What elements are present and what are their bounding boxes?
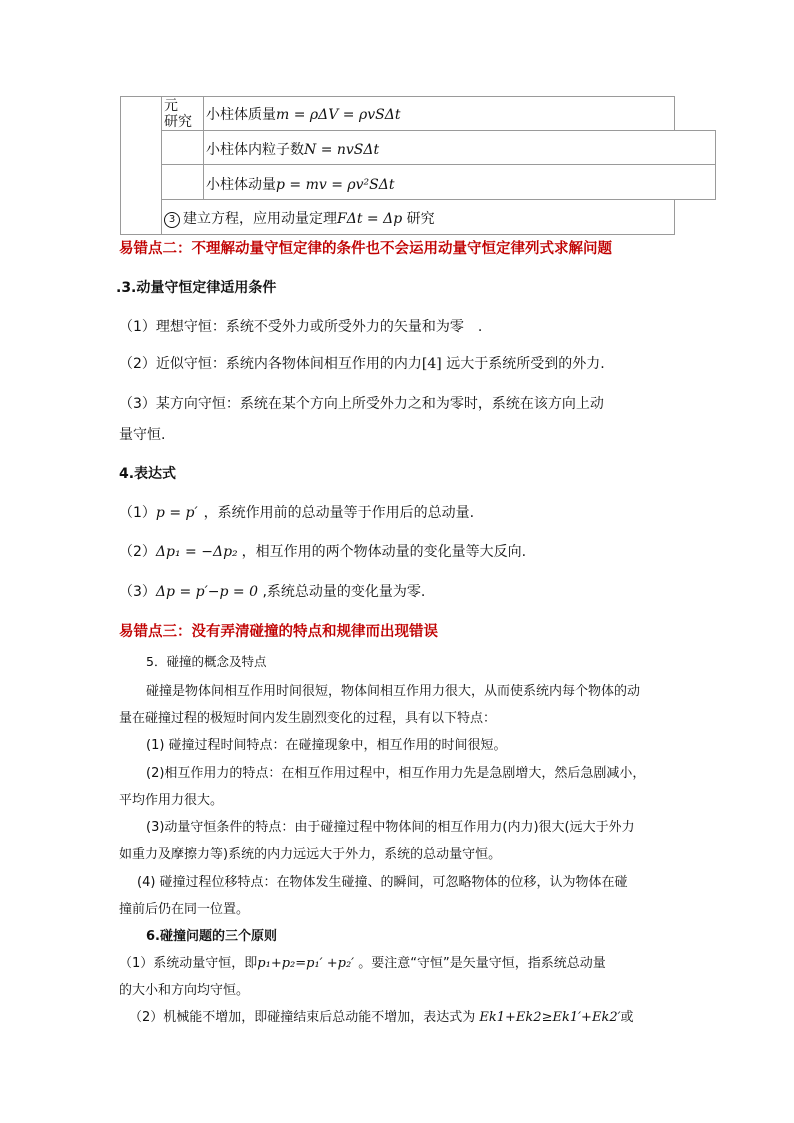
expression-1: [119, 502, 474, 522]
paragraph-cont: 量在碰撞过程的极短时间内发生剧烈变化的过程，具有以下特点：: [119, 711, 497, 726]
reference: [4]: [421, 356, 442, 372]
text: （2）近似守恒：系统内各物体间相互作用的内力: [119, 356, 422, 372]
feature-1: (1) 碰撞过程时间特点：在碰撞现象中，相互作用的时间很短。: [146, 738, 507, 753]
table-row-3: [206, 174, 395, 194]
text: 或: [620, 1010, 634, 1025]
table-border: [161, 164, 716, 165]
formula: p = mv = ρv²SΔt: [276, 177, 395, 193]
feature-2: (2)相互作用力的特点：在相互作用过程中，相互作用力先是急剧增大，然后急剧减小，: [146, 766, 646, 781]
table-border: [203, 96, 204, 199]
condition-1: （1）理想守恒：系统不受外力或所受外力的矢量和为零 .: [119, 319, 483, 335]
condition-3: （3）某方向守恒：系统在某个方向上所受外力之和为零时，系统在该方向上动: [119, 396, 604, 412]
expression-3: [119, 581, 425, 601]
text: （1）系统动量守恒，即: [119, 956, 258, 971]
section-heading: 易错点三：没有弄清碰撞的特点和规律而出现错误: [119, 624, 438, 640]
formula: m = ρΔV = ρvSΔt: [276, 107, 401, 123]
feature-4-cont: 撞前后仍在同一位置。: [119, 902, 250, 917]
formula: Δp₁ = −Δp₂: [155, 544, 238, 560]
text: （2）机械能不增加，即碰撞结束后总动能不增加，表达式为: [129, 1010, 480, 1025]
index: （1）: [119, 505, 156, 521]
paragraph: 碰撞是物体间相互作用时间很短，物体间相互作用力很大，从而使系统内每个物体的动: [146, 684, 641, 699]
table-border: [120, 234, 675, 235]
table-row-1: [206, 104, 400, 124]
feature-2-cont: 平均作用力很大。: [119, 793, 224, 808]
table-border: [120, 96, 675, 97]
row-label: 小柱体动量: [206, 177, 276, 193]
text: ,系统总动量的变化量为零.: [258, 584, 426, 600]
section-heading: 易错点二：不理解动量守恒定律的条件也不会运用动量守恒定律列式求解问题: [119, 241, 612, 257]
table-border: [674, 199, 675, 234]
formula: FΔt = Δp: [337, 211, 403, 227]
text: ，系统作用前的总动量等于作用后的总动量.: [203, 505, 475, 521]
formula: p₁+p₂=p₁′ +p₂′: [257, 956, 355, 971]
condition-3-cont: 量守恒.: [119, 427, 166, 443]
formula: Ek1+Ek2≥Ek1′+Ek2′: [479, 1010, 621, 1025]
subheading: 5．碰撞的概念及特点: [146, 654, 267, 669]
row-label: 小柱体质量: [206, 107, 276, 123]
subheading: 6.碰撞问题的三个原则: [146, 929, 277, 944]
feature-4: (4) 碰撞过程位移特点：在物体发生碰撞、的瞬间，可忽略物体的位移，认为物体在碰: [137, 875, 628, 890]
subheading: 4.表达式: [119, 466, 177, 482]
table-border: [161, 96, 162, 234]
row-label: 小柱体内粒子数: [206, 142, 304, 158]
formula: Δp = p′−p = 0: [155, 584, 258, 600]
index: （3）: [119, 584, 156, 600]
condition-2: [119, 353, 605, 373]
table-row-2: [206, 139, 379, 159]
table-row-4: [164, 208, 435, 228]
principle-1-cont: 的大小和方向均守恒。: [119, 983, 250, 998]
row-label: 建立方程，应用动量定理: [183, 211, 337, 227]
formula: p = p′: [155, 505, 198, 521]
circled-number: 3: [164, 212, 180, 228]
text: ，相互作用的两个物体动量的变化量等大反向.: [241, 544, 527, 560]
table-border: [674, 96, 675, 130]
index: （2）: [119, 544, 156, 560]
subheading: .3.动量守恒定律适用条件: [116, 280, 277, 296]
row-tail: 研究: [402, 211, 435, 227]
table-border: [161, 199, 716, 200]
feature-3: (3)动量守恒条件的特点：由于碰撞过程中物体间的相互作用力(内力)很大(远大于外力: [146, 820, 635, 835]
table-border: [161, 130, 716, 131]
table-cell-label: 元 研究: [164, 98, 192, 130]
table-border: [120, 96, 121, 234]
principle-1: [119, 952, 606, 971]
text: 。要注意“守恒”是矢量守恒，指系统总动量: [354, 956, 606, 971]
feature-3-cont: 如重力及摩擦力等)系统的内力远远大于外力，系统的总动量守恒。: [119, 847, 502, 862]
expression-2: [119, 541, 526, 561]
formula: N = nvSΔt: [304, 142, 380, 158]
principle-2: [129, 1006, 634, 1025]
text: 远大于系统所受到的外力.: [441, 356, 605, 372]
